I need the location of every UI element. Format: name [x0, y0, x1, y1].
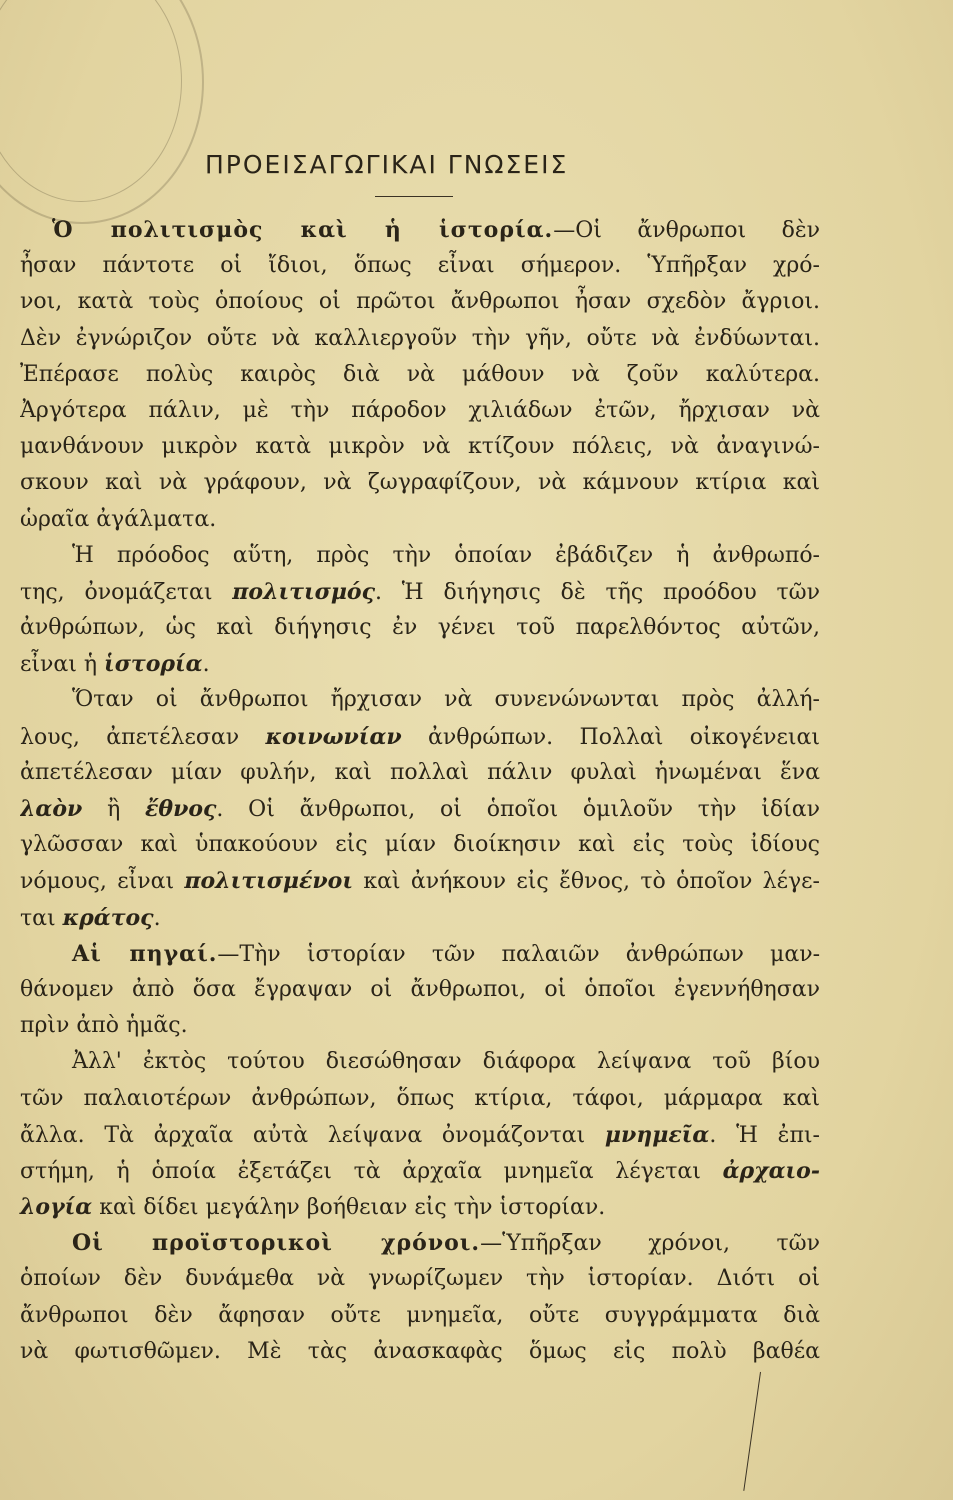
text-line [20, 972, 820, 1008]
text-run: νοι, κατὰ τοὺς ὁποίους οἱ πρῶτοι ἄνθρωποι ἦσαν σχεδὸν ἄγριοι. [20, 289, 820, 315]
text-run: ἄλλα. Τὰ ἀρχαῖα αὐτὰ λείψανα ὀνομάζονται [20, 1122, 605, 1148]
text-run: Δὲν ἐγνώριζον οὔτε νὰ καλλιεργοῦν τὴν γῆν, οὔτε νὰ ἐνδύωνται. [20, 325, 820, 351]
chapter-heading: ΠΡΟΕΙΣΑΓΩΓΙΚΑΙ ΓΝΩΣΕΙΣ [205, 150, 569, 179]
text-line [20, 863, 820, 899]
text-line [20, 212, 820, 248]
text-run: λους, ἀπετέλεσαν [20, 724, 266, 750]
text-line [20, 1117, 820, 1153]
text-line [20, 755, 820, 791]
text-run: . Ἡ ἐπι- [709, 1122, 820, 1148]
text-line [20, 827, 820, 863]
text-run: καὶ ἀνήκουν εἰς ἔθνος, τὸ ὁποῖον λέγε- [352, 869, 820, 895]
text-line [20, 1334, 820, 1370]
text-line [20, 1298, 820, 1334]
text-line [20, 1225, 820, 1261]
text-run: εἶναι ἡ [20, 652, 105, 678]
text-run: Ἀργότερα πάλιν, μὲ τὴν πάροδον χιλιάδων ἐτῶν, ἤρχισαν νὰ [20, 397, 820, 423]
emphasized-term: ἀρχαιο- [722, 1157, 820, 1184]
text-run: . Ἡ διήγησις δὲ τῆς προόδου τῶν [375, 579, 820, 605]
emphasized-term: ἱστορία [104, 651, 203, 678]
text-line [20, 465, 820, 501]
text-line [20, 646, 820, 682]
text-run: μανθάνουν μικρὸν κατὰ μικρὸν νὰ κτίζουν πόλεις, νὰ ἀναγινώ- [20, 434, 820, 460]
text-run: ται [20, 905, 63, 931]
section-title: Αἱ πηγαί. [72, 940, 218, 967]
emphasized-term: κράτος [62, 904, 154, 931]
text-run: γλῶσσαν καὶ ὑπακούουν εἰς μίαν διοίκησιν καὶ εἰς τοὺς ἰδίους [20, 832, 820, 858]
text-run: σκουν καὶ νὰ γράφουν, νὰ ζωγραφίζουν, νὰ κάμνουν κτίρια καὶ [20, 470, 820, 496]
text-run: ὁποίων δὲν δυνάμεθα νὰ γνωρίζωμεν τὴν ἱστορίαν. Διότι οἱ [20, 1266, 820, 1292]
text-line [20, 1081, 820, 1117]
text-line [20, 791, 820, 827]
text-line [20, 321, 820, 357]
text-run: —Τὴν ἱστορίαν τῶν παλαιῶν ἀνθρώπων μαν- [217, 941, 820, 967]
text-line [20, 1008, 820, 1044]
text-run: Ἀλλ' ἐκτὸς τούτου διεσώθησαν διάφορα λείψανα τοῦ βίου [72, 1049, 820, 1075]
text-run: ἦσαν πάντοτε οἱ ἴδιοι, ὅπως εἶναι σήμερον. Ὑπῆρξαν χρό- [20, 253, 820, 279]
section-title: Ὁ πολιτισμὸς καὶ ἡ ἱστορία. [52, 217, 554, 243]
heading-rule [375, 196, 453, 197]
text-run: —Ὑπῆρξαν χρόνοι, τῶν [480, 1231, 820, 1257]
text-run: Ἡ πρόοδος αὕτη, πρὸς τὴν ὁποίαν ἐβάδιζεν ἡ ἀνθρωπό- [72, 542, 820, 568]
text-line [20, 900, 820, 936]
emphasized-term: πολιτισμός [232, 578, 375, 605]
text-line [20, 574, 820, 610]
text-run: στήμη, ἡ ὁποία ἐξετάζει τὰ ἀρχαῖα μνημεῖα λέγεται [20, 1158, 723, 1184]
text-line [20, 1189, 820, 1225]
text-run: θάνομεν ἀπὸ ὅσα ἔγραψαν οἱ ἄνθρωποι, οἱ ὁποῖοι ἐγεννήθησαν [20, 976, 820, 1002]
text-line [20, 719, 820, 755]
emphasized-term: λαὸν [20, 796, 83, 822]
section-title: Οἱ προϊστορικοὶ χρόνοι. [72, 1230, 481, 1257]
text-line [20, 429, 820, 465]
text-run: . Οἱ ἄνθρωποι, οἱ ὁποῖοι ὁμιλοῦν τὴν ἰδίαν [216, 797, 820, 822]
text-run: ὡραῖα ἀγάλματα. [20, 506, 217, 532]
text-run: ἀνθρώπων, ὡς καὶ διήγησις ἐν γένει τοῦ παρελθόντος αὐτῶν, [20, 615, 820, 641]
emphasized-term: μνημεῖα [604, 1121, 710, 1148]
text-line [20, 393, 820, 429]
pencil-mark [743, 1372, 761, 1491]
text-line [20, 284, 820, 320]
body-text [20, 212, 820, 1370]
text-line [20, 357, 820, 393]
emphasized-term: πολιτισμένοι [184, 868, 353, 895]
emphasized-term: κοινωνίαν [265, 723, 402, 750]
text-run: Ἐπέρασε πολὺς καιρὸς διὰ νὰ μάθουν νὰ ζοῦν καλύτερα. [20, 361, 820, 387]
text-run: ἀνθρώπων. Πολλαὶ οἰκογένειαι [401, 724, 820, 750]
text-run: ἢ [82, 797, 146, 822]
text-run: τῶν παλαιοτέρων ἀνθρώπων, ὅπως κτίρια, τάφοι, μάρμαρα καὶ [20, 1085, 820, 1111]
text-run: νόμους, εἶναι [20, 869, 185, 895]
text-run: —Οἱ ἄνθρωποι δὲν [553, 218, 820, 243]
text-run: . [202, 652, 210, 678]
text-line [20, 538, 820, 574]
emphasized-term: λογία [20, 1194, 93, 1221]
text-line [20, 1044, 820, 1080]
text-run: πρὶν ἀπὸ ἡμᾶς. [20, 1013, 188, 1039]
text-line [20, 248, 820, 284]
text-run: . [153, 905, 161, 931]
text-run: ἀπετέλεσαν μίαν φυλήν, καὶ πολλαὶ πάλιν φυλαὶ ἡνωμέναι ἕνα [20, 759, 820, 785]
text-line [20, 1153, 820, 1189]
emphasized-term: ἔθνος [145, 796, 217, 822]
text-line [20, 610, 820, 646]
text-run: της, ὀνομάζεται [20, 579, 233, 605]
text-run: νὰ φωτισθῶμεν. Μὲ τὰς ἀνασκαφὰς ὅμως εἰς πολὺ βαθέα [20, 1338, 820, 1364]
text-line [20, 936, 820, 972]
text-line [20, 1261, 820, 1297]
text-run: Ὅταν οἱ ἄνθρωποι ἤρχισαν νὰ συνενώνωνται πρὸς ἀλλή- [72, 687, 820, 713]
text-run: καὶ δίδει μεγάλην βοήθειαν εἰς τὴν ἱστορίαν. [92, 1195, 606, 1221]
text-line [20, 502, 820, 538]
text-run: ἄνθρωποι δὲν ἄφησαν οὔτε μνημεῖα, οὔτε συγγράμματα διὰ [20, 1302, 820, 1328]
text-line [20, 682, 820, 718]
